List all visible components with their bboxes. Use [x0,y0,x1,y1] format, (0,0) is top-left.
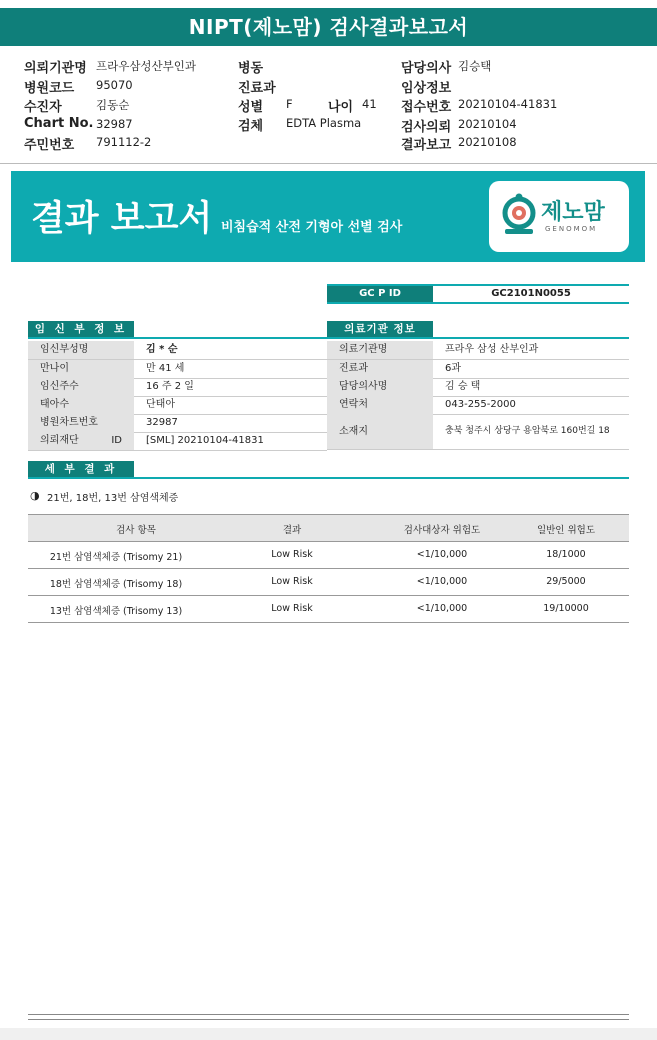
row-key: 소재지 [327,414,433,449]
table-row [28,595,629,623]
row-key: 만나이 [28,360,134,378]
banner-subtitle: 비침습적 산전 기형아 선별 검사 [221,220,403,235]
header-divider [0,163,657,164]
gcp-id-value: GC2101N0055 [491,288,571,299]
gcp-id-label: GC P ID [327,285,433,303]
hdr-label-chart-no: Chart No. [24,116,94,131]
genomom-logo [489,181,629,252]
row-key: 태아수 [28,396,134,414]
hdr-value-patient: 김동순 [96,98,130,112]
col-header-general-risk: 일반인 위험도 [536,525,596,536]
pregnant-row-fetus [28,396,327,415]
hdr-label-age: 나이 [328,100,354,115]
institution-row-address [327,414,629,450]
row-value: 6과 [445,363,462,374]
col-header-result: 결과 [282,525,302,536]
cell-general-risk: 18/1000 [546,549,586,560]
col-header-test: 검사 항목 [116,525,156,536]
pregnant-info-bar [28,337,327,339]
institution-row-dept [327,360,629,379]
banner-title: 결과 보고서 [31,199,213,239]
cell-result: Low Risk [271,603,313,614]
cell-subject-risk: <1/10,000 [416,576,468,587]
hdr-label-resident-no: 주민번호 [24,138,75,153]
pregnant-row-weeks [28,378,327,397]
hdr-label-report-date: 결과보고 [401,138,452,153]
cell-result: Low Risk [271,549,313,560]
row-value: 김 * 순 [146,344,178,355]
table-row [28,568,629,596]
hdr-label-patient: 수진자 [24,100,62,115]
institution-info-heading: 의료기관 정보 [327,321,433,338]
row-value: 프라우 삼성 산부인과 [445,344,539,355]
institution-row-contact [327,396,629,415]
table-row [28,541,629,569]
hdr-value-doctor: 김승택 [458,59,492,73]
row-key: 담당의사명 [327,378,433,396]
hdr-label-clinical-info: 임상정보 [401,81,452,96]
hdr-value-institution: 프라우삼성산부인과 [96,59,196,73]
hdr-label-hospital-code: 병원코드 [24,81,75,96]
hdr-label-dept: 진료과 [238,81,276,96]
institution-row-name [327,341,629,360]
row-key: 임신주수 [28,378,134,396]
gcp-underline-bottom [327,302,629,304]
cell-test: 21번 삼염색체증 (Trisomy 21) [49,552,183,563]
institution-info-bar [327,337,629,339]
report-banner [11,171,645,262]
logo-subtext: GENOMOM [545,225,598,233]
footer-line-top [28,1014,629,1015]
hdr-label-receipt-no: 접수번호 [401,100,452,115]
results-table-header [28,514,629,542]
pregnant-info-heading: 임 신 부 정 보 [28,321,134,338]
row-value: 단태아 [146,399,175,410]
hdr-label-ward: 병동 [238,61,264,76]
row-key: 임신부성명 [28,341,134,359]
pregnant-row-name [28,341,327,360]
col-header-subject-risk: 검사대상자 위험도 [403,525,481,536]
row-value: 043-255-2000 [445,399,516,410]
row-value: 김 승 택 [445,381,481,392]
logo-text: 제노맘 [541,200,605,225]
hdr-value-receipt-no: 20210104-41831 [458,97,558,111]
pregnant-row-age [28,360,327,379]
row-value: 충북 청주시 상당구 용암북로 160번길 18 [445,426,610,436]
hdr-value-sex: F [286,97,293,111]
row-value: [SML] 20210104-41831 [146,435,264,446]
row-key: 진료과 [327,360,433,378]
hdr-value-chart-no: 32987 [96,117,133,131]
row-value: 32987 [146,417,178,428]
pregnant-row-chart [28,414,327,433]
patient-header [0,0,657,160]
hdr-label-specimen: 검체 [238,119,264,134]
cell-general-risk: 19/10000 [543,603,589,614]
hdr-label-institution: 의뢰기관명 [24,61,87,76]
hdr-value-report-date: 20210108 [458,135,517,149]
row-key: 의료기관명 [327,341,433,359]
hdr-value-resident-no: 791112-2 [96,135,152,149]
page-footer [0,1028,657,1040]
hdr-value-age: 41 [362,97,377,111]
row-key: 연락처 [327,396,433,414]
detail-bar [28,477,629,479]
hdr-value-specimen: EDTA Plasma [286,116,362,130]
hdr-value-hospital-code: 95070 [96,78,133,92]
cell-test: 18번 삼염색체증 (Trisomy 18) [49,579,183,590]
detail-subtitle: 21번, 18번, 13번 삼염색체증 [47,493,179,504]
footer-line-bottom [28,1019,629,1020]
half-circle-icon: ◑ [30,489,40,502]
genomom-logo-icon [499,191,539,241]
row-value: 16 주 2 일 [146,381,194,392]
cell-general-risk: 29/5000 [546,576,586,587]
cell-result: Low Risk [271,576,313,587]
pregnant-row-foundation-id [28,432,327,451]
cell-subject-risk: <1/10,000 [416,603,468,614]
institution-row-doctor [327,378,629,397]
detail-heading: 세 부 결 과 [28,461,134,478]
hdr-label-doctor: 담당의사 [401,61,452,76]
row-value: 만 41 세 [146,363,185,374]
hdr-label-request-date: 검사의뢰 [401,120,452,135]
cell-subject-risk: <1/10,000 [416,549,468,560]
gcp-underline [327,284,629,286]
hdr-label-sex: 성별 [238,100,264,115]
cell-test: 13번 삼염색체증 (Trisomy 13) [49,606,183,617]
hdr-value-request-date: 20210104 [458,117,517,131]
report-title: NIPT(제노맘) 검사결과보고서 [0,8,657,46]
row-key: 의뢰재단 ID [28,432,134,450]
row-key: 병원차트번호 [28,414,134,432]
